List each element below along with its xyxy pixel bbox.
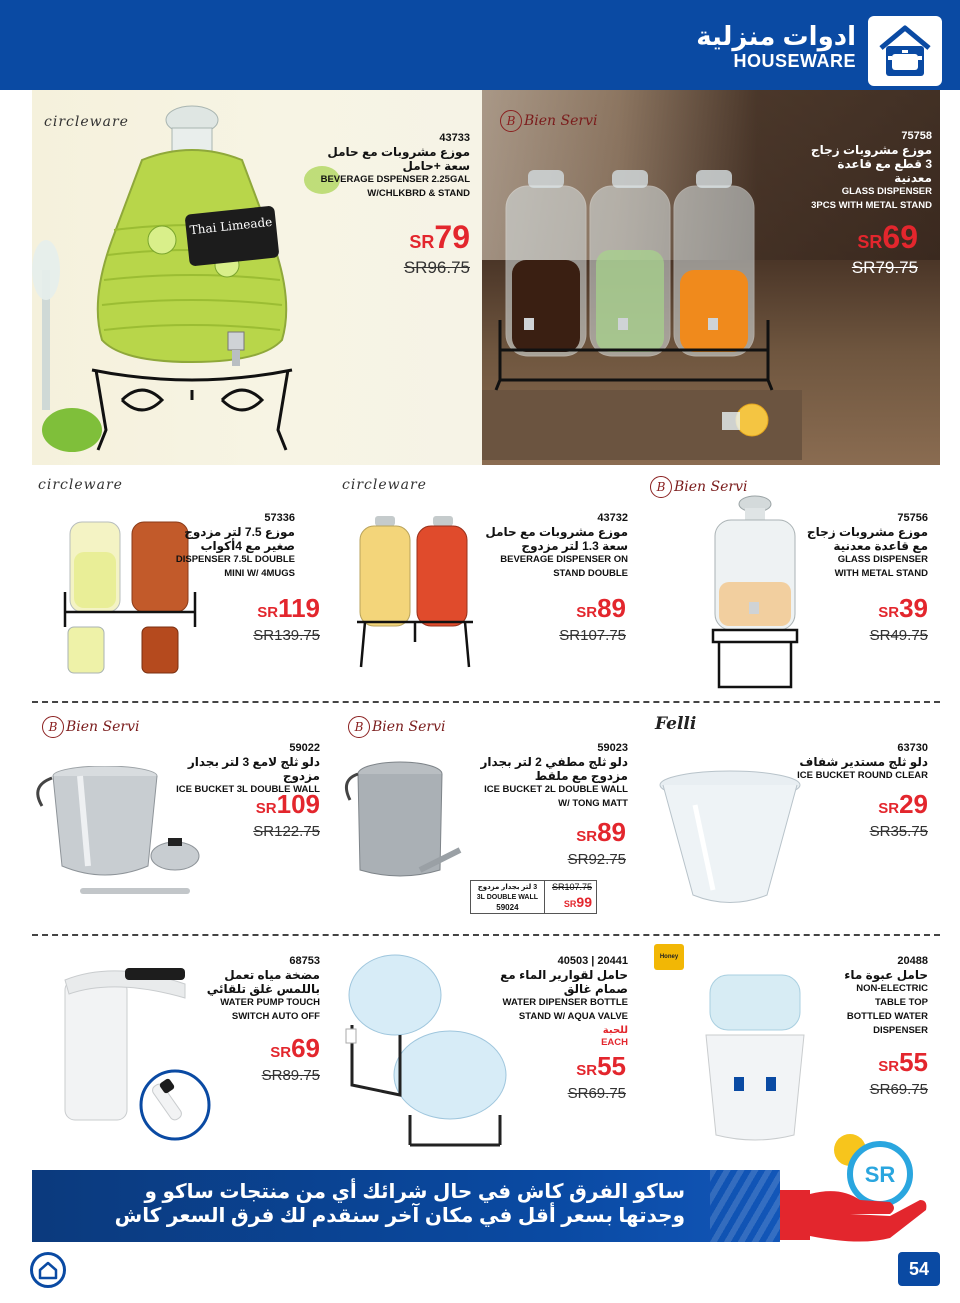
double-beverage-dispenser-image [355, 512, 475, 672]
brand-honey: Honey [654, 944, 684, 970]
product-name-en: BEVERAGE DISPENSER ON [500, 554, 628, 565]
product-name-ar: موزع 7.5 لتر مزدوج [184, 525, 295, 539]
price-old: SR92.75 [567, 851, 626, 868]
hero-product-43733[interactable] [32, 90, 482, 465]
hero-1-text [752, 130, 932, 213]
product-name-ar: سعة +حامل [402, 159, 470, 173]
page-number: 54 [898, 1252, 940, 1286]
product-name-en: TABLE TOP [875, 997, 928, 1008]
product-code: 75758 [901, 130, 932, 142]
product-name-en: NON-ELECTRIC [856, 983, 928, 994]
price-new: SR29 [878, 789, 928, 819]
variant-price: SR107.75 SR99 [551, 882, 592, 910]
product-name-ar: حامل لقوارير الماء مع [500, 968, 628, 982]
price-old: SR79.75 [851, 258, 918, 277]
product-name-en: DISPENSER [873, 1025, 928, 1036]
row2-1-text [458, 742, 628, 811]
row2-2-price [870, 790, 928, 841]
product-code: 75756 [897, 512, 928, 524]
price-new: SR69 [270, 1033, 320, 1063]
product-name-ar: سعة 1.3 لتر مزدوج [521, 539, 628, 553]
product-code: 40503 | 20441 [557, 955, 628, 967]
product-code: 63730 [897, 742, 928, 754]
product-name-en: MINI W/ 4MUGS [224, 568, 295, 579]
price-new: SR109 [255, 789, 320, 819]
each-label-ar: للحبة [602, 1025, 628, 1036]
brand-bien-servi: B Bien Servi [500, 110, 597, 132]
coin-label: SR [864, 1162, 896, 1187]
price-old: SR122.75 [253, 823, 320, 840]
price-old: SR89.75 [261, 1067, 320, 1084]
product-name-ar: موزع مشروبات مع حامل [485, 525, 628, 539]
row1-0-price [253, 594, 320, 645]
product-name-ar: دلو ثلج مطفي 2 لتر بجدار [480, 755, 628, 769]
product-code: 20488 [897, 955, 928, 967]
product-name-en: WATER PUMP TOUCH [220, 997, 320, 1008]
chalkboard-label: Thai Limeade [189, 214, 273, 238]
brand-circleware: circleware [38, 477, 123, 493]
product-name-en: DISPENSER 7.5L DOUBLE [175, 554, 295, 565]
product-name-ar: موزع مشروبات زجاج [810, 143, 932, 157]
product-name-en: GLASS DISPENSER [841, 186, 932, 197]
product-name-en: W/CHLKBRD & STAND [367, 188, 470, 199]
price-new: SR119 [257, 593, 320, 623]
row1-1-text [458, 512, 628, 581]
product-name-ar: صمام غالق [563, 982, 628, 996]
product-name-ar: 3 قطع مع قاعدة [837, 157, 932, 171]
brand-bien-servi: B Bien Servi [650, 476, 747, 498]
banner-text: ساكو الفرق كاش في حال شرائك أي من منتجات ساكو و وجدتها بسعر أقل في مكان آخر سنقدم لك فرق السعر كاش [114, 1181, 685, 1227]
row3-1-price [568, 1052, 626, 1103]
cash-hand-icon [780, 1130, 930, 1250]
variant-price-box [470, 880, 597, 914]
product-name-en: WATER DIPENSER BOTTLE [502, 997, 628, 1008]
product-name-en: GLASS DISPENSER [837, 554, 928, 565]
price-new: SR55 [878, 1047, 928, 1077]
section-divider [32, 701, 940, 703]
ice-bucket-clear-image [655, 765, 805, 915]
section-divider [32, 934, 940, 936]
product-name-en: SWITCH AUTO OFF [231, 1011, 320, 1022]
product-name-ar: مع قاعدة معدنية [833, 539, 928, 553]
price-match-banner [32, 1170, 780, 1242]
price-new: SR89 [576, 817, 626, 847]
product-name-en: STAND DOUBLE [553, 568, 628, 579]
product-code: 68753 [289, 955, 320, 967]
product-code: 59022 [289, 742, 320, 754]
price-old: SR96.75 [403, 258, 470, 277]
product-name-ar: موزع مشروبات مع حامل [327, 145, 470, 159]
hero-product-75758[interactable] [482, 90, 940, 465]
price-new: SR55 [576, 1051, 626, 1081]
product-name-en: BEVERAGE DSPENSER 2.25GAL [320, 174, 470, 185]
product-name-ar: باللمس غلق تلقائي [206, 982, 320, 996]
price-new: SR39 [878, 593, 928, 623]
each-label-en: EACH [601, 1037, 628, 1048]
price-old: SR69.75 [869, 1081, 928, 1098]
price-old: SR35.75 [869, 823, 928, 840]
section-title-en: HOUSEWARE [733, 51, 856, 71]
hero-1-price [852, 220, 918, 277]
row2-0-price [253, 790, 320, 841]
product-name-ar: صغير مع 4أكواب [200, 539, 295, 553]
brand-felli: Felli [655, 714, 697, 734]
product-name-en: ICE BUCKET 2L DOUBLE WALL [484, 784, 628, 795]
price-new: SR69 [857, 219, 918, 255]
row3-2-text [778, 955, 928, 1038]
home-icon[interactable] [30, 1252, 66, 1288]
brand-circleware: circleware [44, 114, 129, 130]
price-new: SR89 [576, 593, 626, 623]
row1-1-price [559, 594, 626, 645]
hero-0-text [290, 132, 470, 201]
product-name-ar: مزدوج مع ملقط [534, 769, 628, 783]
brand-circleware: circleware [342, 477, 427, 493]
product-name-ar: حامل عبوة ماء [844, 968, 928, 982]
row3-0-price [262, 1034, 320, 1085]
hero-0-price [404, 220, 470, 277]
variant-label: 3 لتر بجدار مزدوج 3L DOUBLE WALL 59024 [471, 881, 545, 913]
row1-0-text [135, 512, 295, 581]
product-code: 43732 [597, 512, 628, 524]
pot-house-icon [868, 16, 942, 86]
row1-2-price [870, 594, 928, 645]
product-name-ar: دلو ثلج لامع 3 لتر بجدار مزدوج [187, 755, 320, 783]
product-name-ar: موزع مشروبات زجاج [806, 525, 928, 539]
product-code: 59023 [597, 742, 628, 754]
price-old: SR49.75 [869, 627, 928, 644]
brand-bien-servi: B Bien Servi [42, 716, 139, 738]
product-name-en: STAND W/ AQUA VALVE [518, 1011, 628, 1022]
product-name-en: W/ TONG MATT [558, 798, 628, 809]
price-old: SR107.75 [559, 627, 626, 644]
section-title [696, 22, 856, 72]
price-old: SR139.75 [253, 627, 320, 644]
row1-2-text [778, 512, 928, 581]
product-name-ar: معدنية [894, 171, 932, 185]
ice-bucket-2l-image [340, 760, 470, 900]
product-name-en: WITH METAL STAND [834, 568, 928, 579]
price-new: SR79 [409, 219, 470, 255]
product-name-en: ICE BUCKET ROUND CLEAR [797, 770, 928, 781]
row3-0-text [170, 955, 320, 1024]
row2-1-price [568, 818, 626, 869]
product-name-en: BOTTLED WATER [846, 1011, 928, 1022]
row3-1-text [458, 955, 628, 1048]
brand-bien-servi: B Bien Servi [348, 716, 445, 738]
row2-2-text [768, 742, 928, 783]
product-code: 57336 [264, 512, 295, 524]
row3-2-price [870, 1048, 928, 1099]
section-title-ar: ادوات منزلية [696, 21, 856, 51]
product-name-en: ICE BUCKET 3L DOUBLE WALL [176, 784, 320, 795]
product-name-ar: دلو ثلج مستدير شفاف [799, 755, 928, 769]
product-code: 43733 [439, 132, 470, 144]
price-old: SR69.75 [567, 1085, 626, 1102]
product-name-ar: مضخة مياه تعمل [224, 968, 320, 982]
page-header [0, 0, 960, 90]
product-name-en: 3PCS WITH METAL STAND [811, 200, 932, 211]
